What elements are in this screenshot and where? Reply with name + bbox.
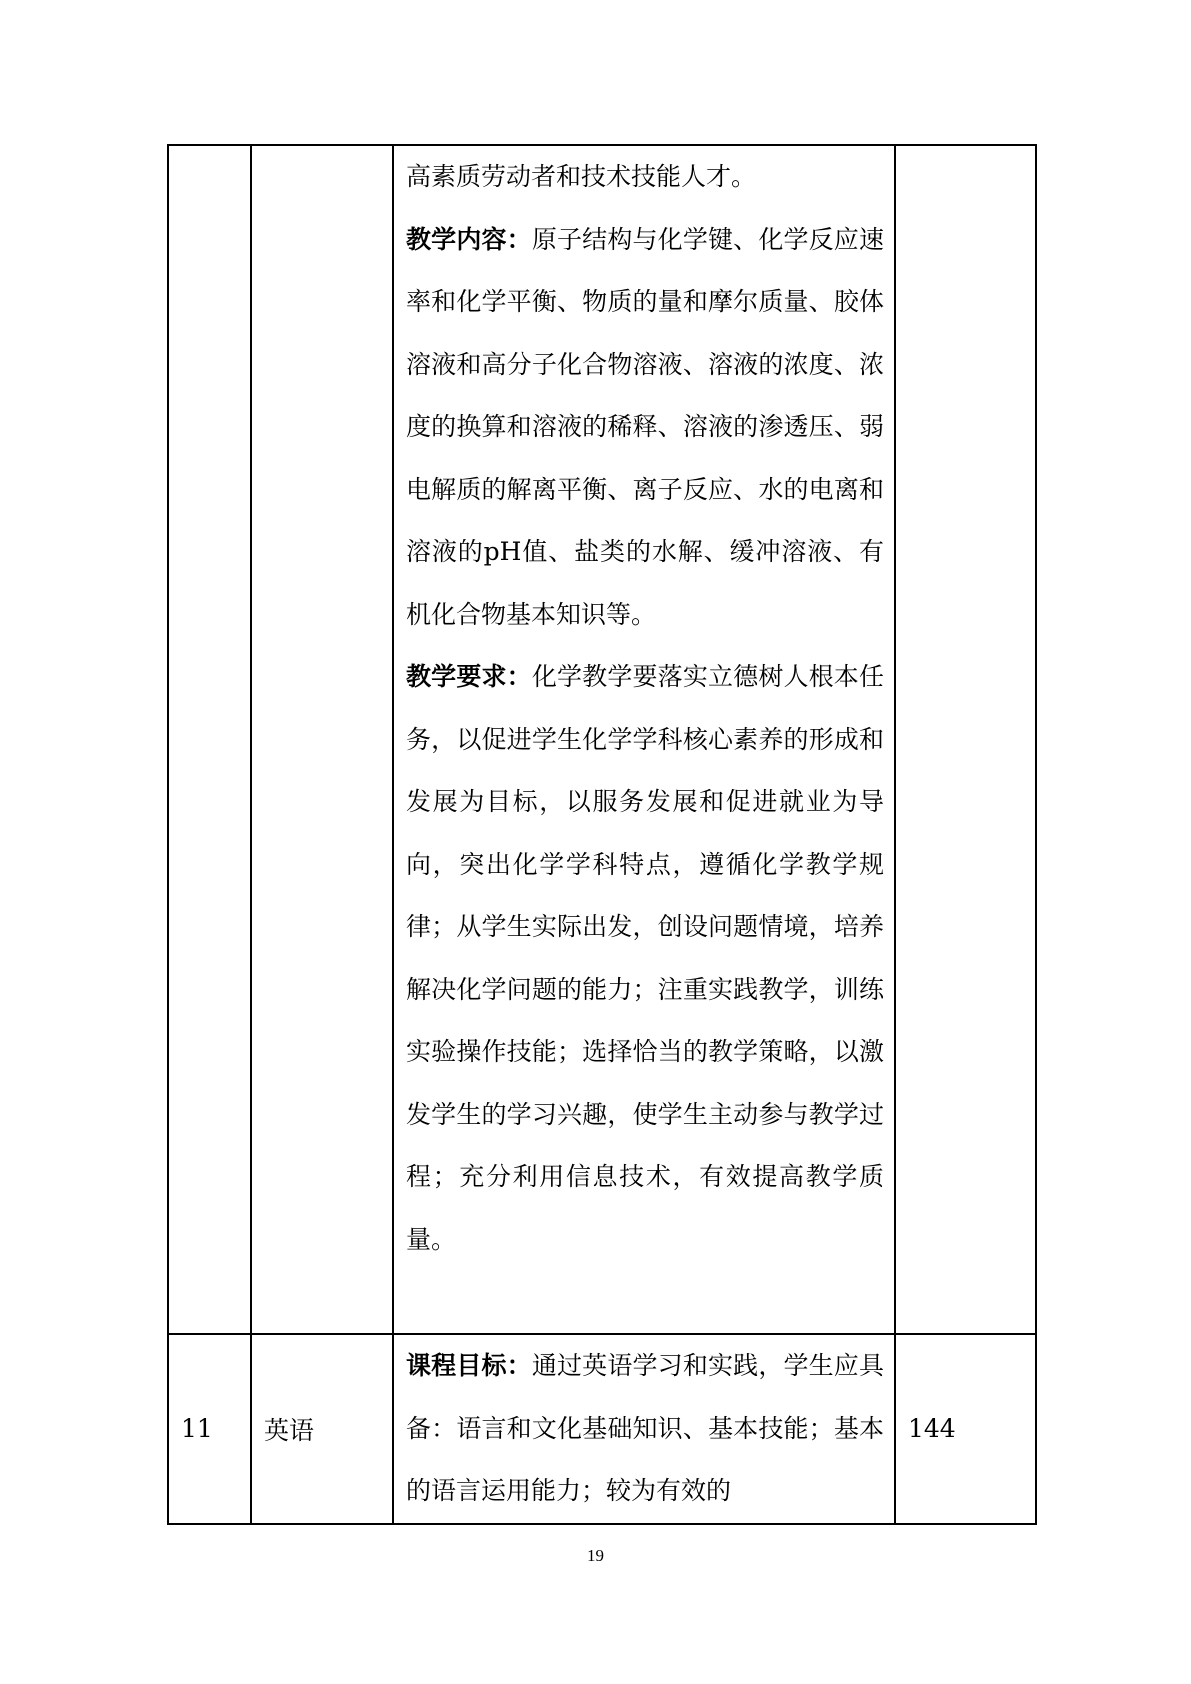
course-name-cell: 英语 — [251, 1334, 393, 1524]
teaching-requirement-paragraph: 教学要求：化学教学要落实立德树人根本任务，以促进学生化学学科核心素养的形成和发展为目标，以服务发展和促进就业为导向，突出化学学科特点，遵循化学教学规律；从学生实际出发，创设问题情境，培养解决化学问题的能力；注重实践教学，训练实验操作技能；选择恰当的教学策略，以激发学生的学习兴趣，使学生主动参与教学过程；充分利用信息技术，有效提高教学质量。 — [406, 662, 884, 1254]
teaching-content-paragraph: 教学内容：原子结构与化学键、化学反应速率和化学平衡、物质的量和摩尔质量、胶体溶液和高分子化合物溶液、溶液的浓度、浓度的换算和溶液的稀释、溶液的渗透压、弱电解质的解离平衡、离子反应、水的电离和溶液的pH值、盐类的水解、缓冲溶液、有机化合物基本知识等。 — [406, 224, 884, 629]
course-number-cell — [168, 145, 251, 1334]
curriculum-table — [167, 144, 1037, 1525]
table-row-english — [168, 1334, 1036, 1524]
teaching-content-label: 教学内容： — [406, 224, 532, 254]
course-content-cell — [393, 145, 895, 1334]
page-number: 19 — [587, 1546, 604, 1565]
course-hours-cell — [895, 145, 1036, 1334]
teaching-requirement-label: 教学要求： — [406, 662, 532, 691]
course-goal-paragraph: 课程目标：通过英语学习和实践，学生应具备：语言和文化基础知识、基本技能；基本的语言运用能力；较为有效的 — [406, 1351, 884, 1505]
content-paragraph: 高素质劳动者和技术技能人才。 — [406, 162, 757, 191]
table-row-chemistry-continued — [168, 145, 1036, 1334]
course-hours-cell: 144 — [895, 1334, 1036, 1524]
course-goal-label: 课程目标： — [406, 1351, 532, 1380]
course-number-cell: 11 — [168, 1334, 251, 1524]
course-content-cell — [393, 1334, 895, 1524]
course-name-cell — [251, 145, 393, 1334]
